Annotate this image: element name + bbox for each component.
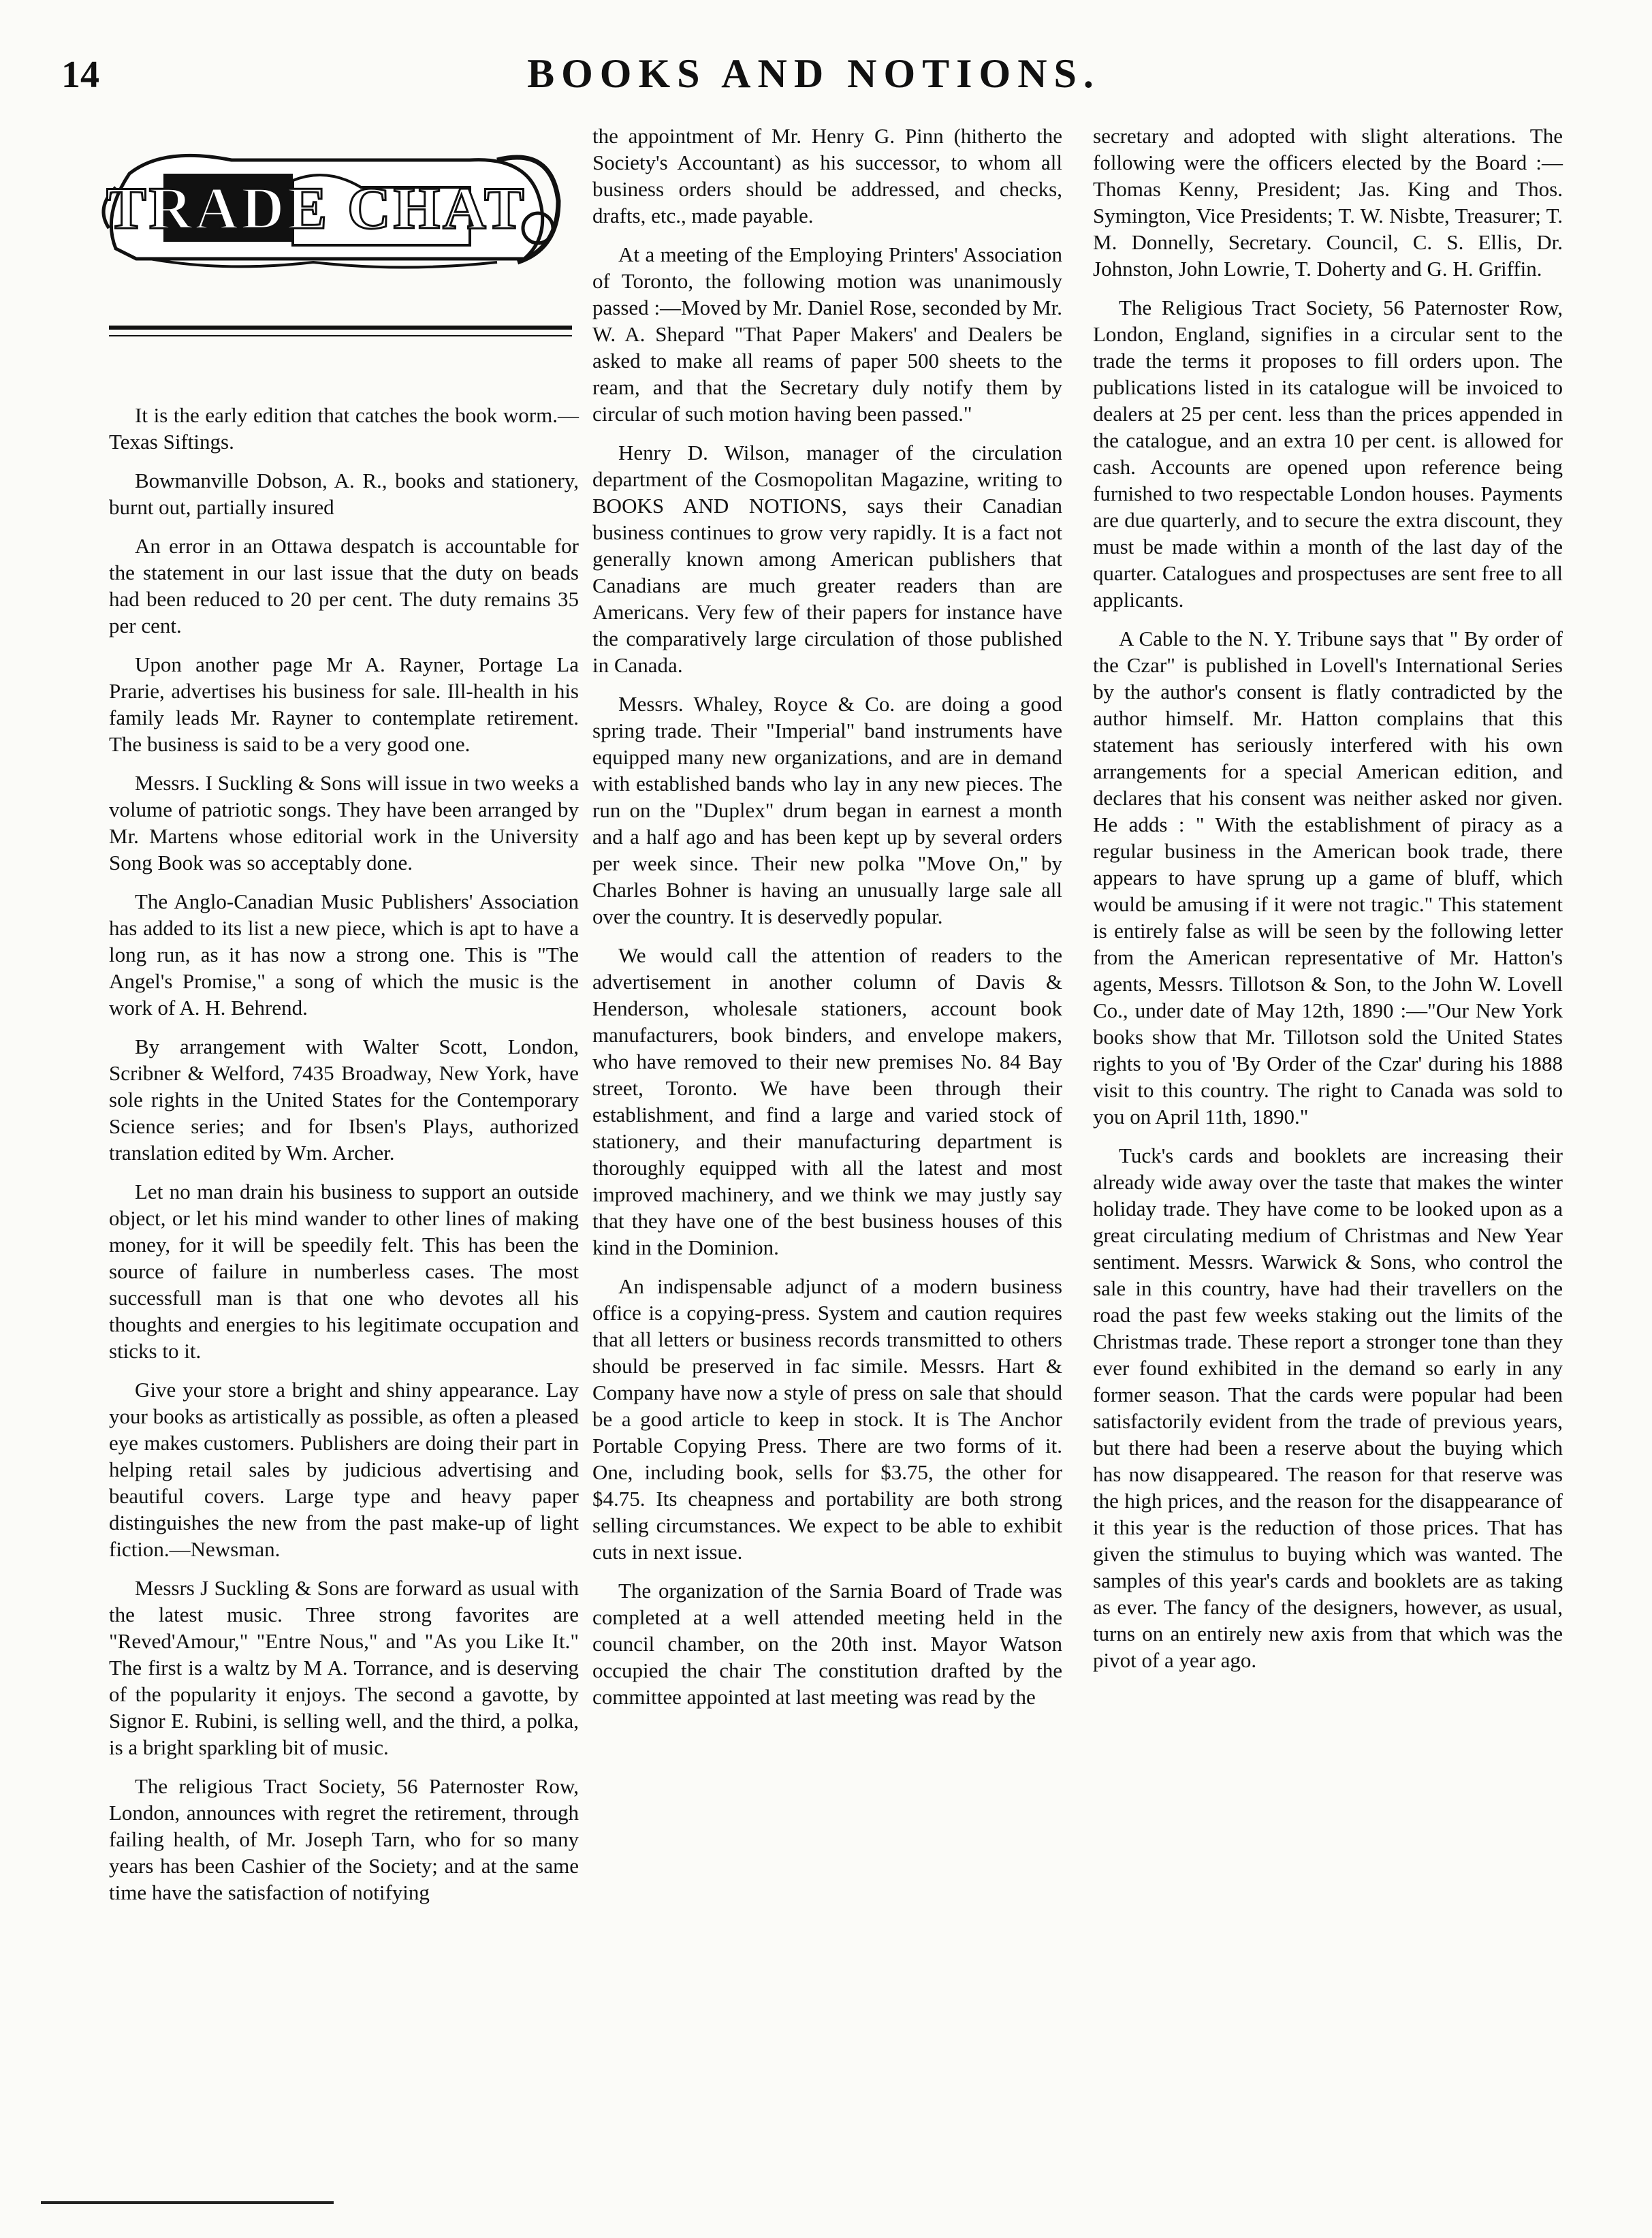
banner-title: TRADE CHAT xyxy=(106,176,527,242)
article-paragraph: secretary and adopted with slight alterations. The following were the officers elected by the Board :—Thomas Kenny, President; Jas. King and Thos. Symington, Vice Presidents; T. W. Nisbte, Treasurer; T. M. Donnelly, Secretary. Council, C. S. Ellis, Dr. Johnston, John Lowrie, T. Doherty and G. H. Griffin. xyxy=(1093,124,1563,281)
column-1 xyxy=(109,402,579,1918)
article-paragraph: An error in an Ottawa despatch is accountable for the statement in our last issue that the duty on beads had been reduced to 20 per cent. The duty remains 35 per cent. xyxy=(109,534,579,637)
article-paragraph: An indispensable adjunct of a modern business office is a copying-press. System and caution requires that all letters or business records transmitted to others should be preserved in fac simile. Messrs. Hart & Company have now a style of press on sale that should be a good article to keep in stock. It is The Anchor Portable Copying Press. There are two forms of it. One, including book, sells for $3.75, the other for $4.75. Its cheapness and portability are both strong selling circumstances. We expect to be able to exhibit cuts in next issue. xyxy=(592,1274,1062,1564)
article-paragraph: the appointment of Mr. Henry G. Pinn (hitherto the Society's Accountant) as his successor, to whom all business orders should be addressed, and checks, drafts, etc., made payable. xyxy=(592,124,1062,227)
article-paragraph: Henry D. Wilson, manager of the circulation department of the Cosmopolitan Magazine, writing to BOOKS AND NOTIONS, says their Canadian business continues to grow very rapidly. It is a fact not generally known among American publishers that Canadians are much greater readers than are Americans. Very few of their papers for instance have the comparatively large circulation of those published in Canada. xyxy=(592,441,1062,677)
page-number: 14 xyxy=(61,54,99,96)
article-paragraph: The Religious Tract Society, 56 Paternoster Row, London, England, signifies in a circular sent to the trade the terms it proposes to fill orders upon. The publications listed in its catalogue will be invoiced to dealers at 25 per cent. less than the prices appended in the catalogue, and an extra 10 per cent. is allowed for cash. Accounts are opened upon reference being furnished to two respectable London houses. Payments are due quarterly, and to secure the extra discount, they must be made within a month of the last day of the quarter. Catalogues and prospectuses are sent free to all applicants. xyxy=(1093,296,1563,612)
article-paragraph: A Cable to the N. Y. Tribune says that " By order of the Czar" is published in Lovell's International Series by the author's consent is flatly contradicted by the author himself. Mr. Hatton complains that this statement has seriously interfered with his own arrangements for a special American edition, and declares that his consent was neither asked nor given. He adds : " With the establishment of piracy as a regular business in the American book trade, there appears to have sprung up a game of bluff, which would be amusing if it were not tragic." This statement is entirely false as will be seen by the following letter from the American representative of Mr. Hatton's agents, Messrs. Tillotson & Son, to the John W. Lovell Co., under date of May 12th, 1890 :—"Our New York books show that Mr. Tillotson sold the United States rights to you of 'By Order of the Czar' during his 1888 visit to this country. The right to Canada was sold to you on April 11th, 1890." xyxy=(1093,627,1563,1129)
article-paragraph: At a meeting of the Employing Printers' Association of Toronto, the following motion was unanimously passed :—Moved by Mr. Daniel Rose, seconded by Mr. W. A. Shepard "That Paper Makers' and Dealers be asked to make all reams of paper 500 sheets to the ream, and that the Secretary duly notify them by circular of such motion having been passed." xyxy=(592,242,1062,426)
trade-chat-banner xyxy=(89,133,565,283)
article-paragraph: Tuck's cards and booklets are increasing their already wide away over the taste that makes the winter holiday trade. They have come to be looked upon as a great circulating medium of Christmas and New Year sentiment. Messrs. Warwick & Sons, who control the sale in this country, have had their travellers on the road the past few weeks staking out the limits of the Christmas trade. These report a stronger tone than they ever found exhibited in the demand so early in any former season. That the cards were popular had been satisfactorily evident from the trade of previous years, but there had been a reserve about the buying which has now disappeared. The reason for that reserve was the high prices, and the reason for the disappearance of it this year is the reduction of those prices. That has given the stimulus to buying which was wanted. The samples of this year's cards and booklets are as taking as ever. The fancy of the designers, however, as usual, turns on an entirely new axis from that which was the pivot of a year ago. xyxy=(1093,1144,1563,1672)
article-paragraph: It is the early edition that catches the book worm.—Texas Siftings. xyxy=(109,403,579,454)
page-header xyxy=(41,27,1587,95)
column-3 xyxy=(1093,123,1563,1686)
article-paragraph: We would call the attention of readers to the advertisement in another column of Davis & Henderson, wholesale stationers, account book manufacturers, book binders, and envelope makers, who have removed to their new premises No. 84 Bay street, Toronto. We have been through their establishment, and find a large and varied stock of stationery, and their manufacturing department is thoroughly equipped with all the latest and most improved machinery, and we think we may justly say that they have one of the best business houses of this kind in the Dominion. xyxy=(592,943,1062,1259)
article-paragraph: Messrs. I Suckling & Sons will issue in two weeks a volume of patriotic songs. They have been arranged by Mr. Martens whose editorial work in the University Song Book was so acceptably done. xyxy=(109,771,579,874)
banner-rule-thick xyxy=(109,326,572,330)
article-paragraph: The religious Tract Society, 56 Paternoster Row, London, announces with regret the retirement, through failing health, of Mr. Joseph Tarn, who for so many years has been Cashier of the Society; and at the same time have the satisfaction of notifying xyxy=(109,1774,579,1904)
footer-rule xyxy=(41,2201,334,2204)
article-paragraph: The organization of the Sarnia Board of Trade was completed at a well attended meeting held in the council chamber, on the 20th inst. Mayor Watson occupied the chair The constitution drafted by the committee appointed at last meeting was read by the xyxy=(592,1579,1062,1709)
article-paragraph: Messrs J Suckling & Sons are forward as usual with the latest music. Three strong favorites are "Reved'Amour," "Entre Nous," and "As you Like It." The first is a waltz by M A. Torrance, and is deserving of the popularity it enjoys. The second a gavotte, by Signor E. Rubini, is selling well, and the third, a polka, is a bright sparkling bit of music. xyxy=(109,1576,579,1759)
article-paragraph: Bowmanville Dobson, A. R., books and stationery, burnt out, partially insured xyxy=(109,469,579,519)
article-paragraph: Let no man drain his business to support an outside object, or let his mind wander to other lines of making money, for it will be speedily felt. This has been the source of failure in numberless cases. The most successfull man is that one who devotes all his thoughts and energies to his legitimate occupation and sticks to it. xyxy=(109,1180,579,1363)
article-paragraph: Give your store a bright and shiny appearance. Lay your books as artistically as possible, as often a pleased eye makes customers. Publishers are doing their part in helping retail sales by judicious advertising and beautiful covers. Large type and heavy paper distinguishes the new from the past make-up of light fiction.—Newsman. xyxy=(109,1378,579,1561)
column-2 xyxy=(592,123,1062,1722)
article-paragraph: By arrangement with Walter Scott, London, Scribner & Welford, 7435 Broadway, New York, have sole rights in the United States for the Contemporary Science series; and for Ibsen's Plays, authorized translation edited by Wm. Archer. xyxy=(109,1035,579,1165)
article-paragraph: The Anglo-Canadian Music Publishers' Association has added to its list a new piece, which is apt to have a long run, as it has now a strong one. This is "The Angel's Promise," a song of which the music is the work of A. H. Behrend. xyxy=(109,889,579,1020)
article-paragraph: Messrs. Whaley, Royce & Co. are doing a good spring trade. Their "Imperial" band instruments have equipped many new organizations, and are in demand with established bands who lay in any new pieces. The run on the "Duplex" drum began in earnest a month and a half ago and has been kept up by several orders per week since. Their new polka "Move On," by Charles Bohner is having an unusually large sale all over the country. It is deservedly popular. xyxy=(592,692,1062,928)
running-title: BOOKS AND NOTIONS. xyxy=(527,51,1100,96)
banner-rule-thin xyxy=(109,335,572,336)
article-paragraph: Upon another page Mr A. Rayner, Portage La Prarie, advertises his business for sale. Ill-health in his family leads Mr. Rayner to contemplate retirement. The business is said to be a very good one. xyxy=(109,652,579,756)
